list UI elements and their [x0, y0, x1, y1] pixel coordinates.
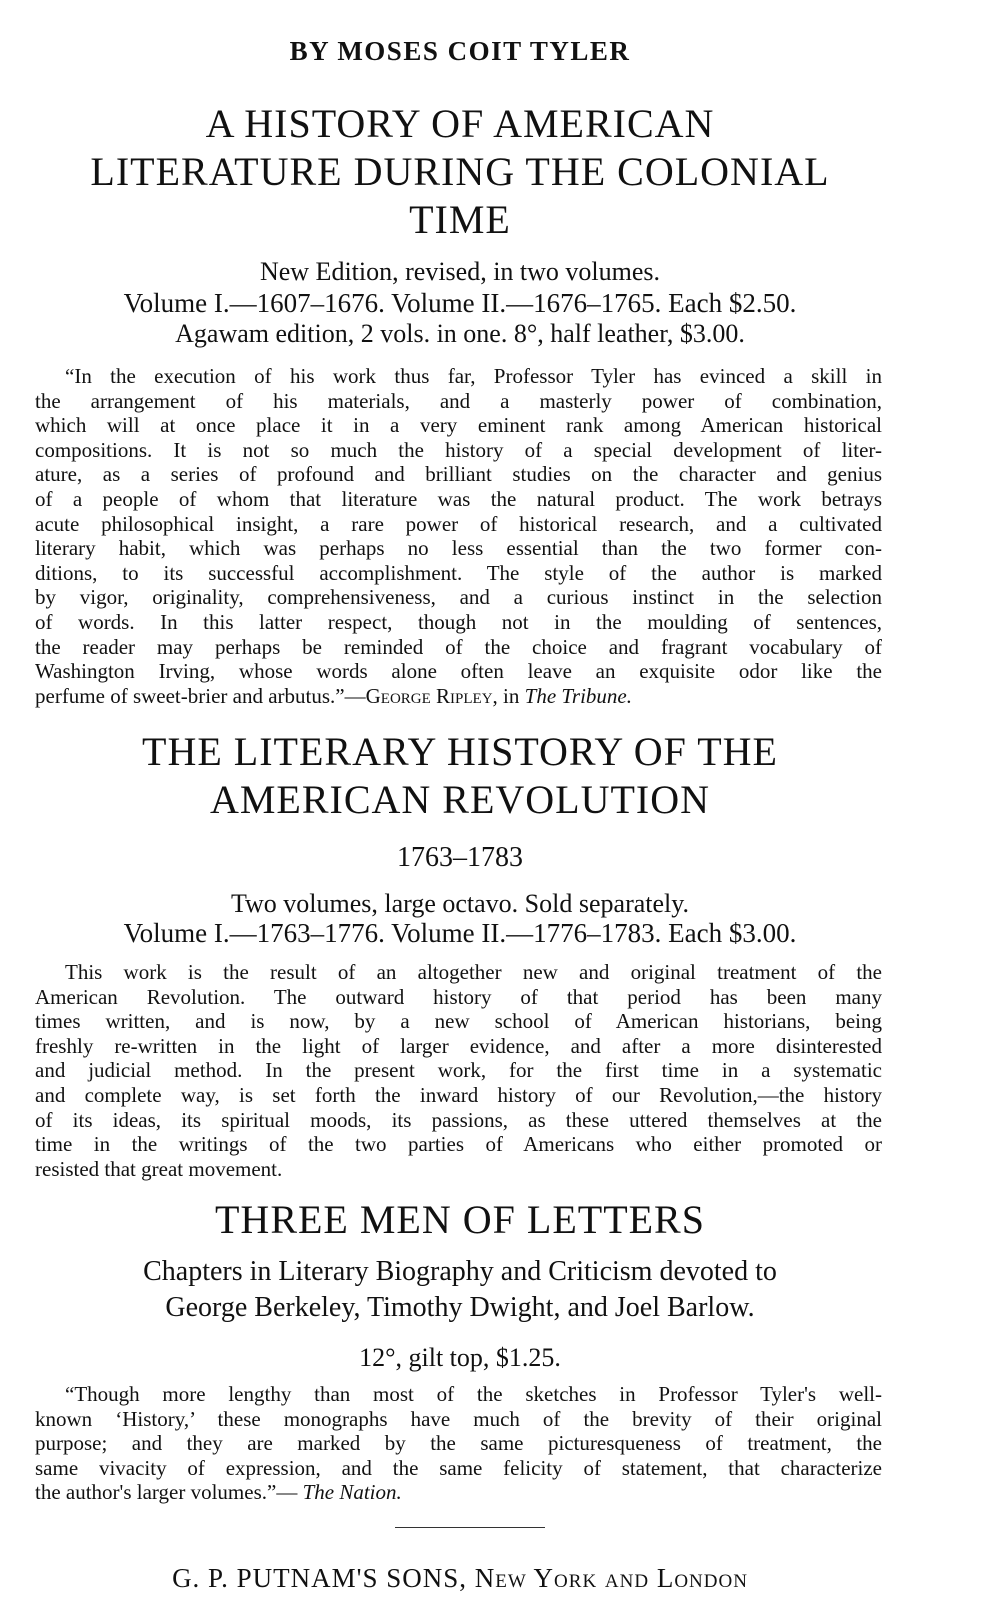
- book3-subtitle-1: Chapters in Literary Biography and Criticism devoted to: [143, 1256, 777, 1287]
- book1-review: [35, 364, 882, 708]
- desc-line: American Revolution. The outward history of that period has been many: [35, 984, 882, 1009]
- desc-line: resisted that great movement.: [35, 1156, 283, 1181]
- review-line: same vivacity of expression, and the same felicity of statement, that characterize: [35, 1455, 882, 1480]
- author-line: BY MOSES COIT TYLER: [289, 36, 631, 66]
- desc-line: times written, and is now, by a new school of American historians, being: [35, 1009, 882, 1034]
- book1-title-3: TIME: [409, 197, 511, 242]
- review-line: purpose; and they are marked by the same picturesqueness of treatment, the: [35, 1431, 882, 1456]
- book3-title: THREE MEN OF LETTERS: [215, 1197, 705, 1242]
- review-line: the reader may perhaps be reminded of the choice and fragrant vocabulary of: [35, 634, 882, 659]
- review-source: George Ripley: [365, 683, 493, 708]
- review-line: which will at once place it in a very eminent rank among American historical: [35, 413, 882, 438]
- desc-line: and judicial method. In the present work, for the first time in a systematic: [35, 1058, 882, 1083]
- desc-line: and complete way, is set forth the inward history of our Revolution,—the history: [35, 1082, 882, 1107]
- review-line: “Though more lengthy than most of the sketches in Professor Tyler's well-: [65, 1382, 882, 1406]
- book2-title-2: AMERICAN REVOLUTION: [209, 777, 711, 822]
- book2-volumes: Volume I.—1763–1776. Volume II.—1776–1783. Each $3.00.: [123, 918, 797, 948]
- publisher: G. P. PUTNAM'S SONS,: [172, 1563, 475, 1593]
- book3-format: 12°, gilt top, $1.25.: [359, 1343, 561, 1372]
- book1-agawam: Agawam edition, 2 vols. in one. 8°, half leather, $3.00.: [175, 319, 745, 348]
- review-line: acute philosophical insight, a rare power of historical research, and a cultivated: [35, 511, 882, 536]
- review-source: The Nation.: [302, 1480, 402, 1505]
- book1-volumes: Volume I.—1607–1676. Volume II.—1676–1765. Each $2.50.: [123, 288, 797, 318]
- publisher-location: New York and London: [474, 1563, 748, 1593]
- review-line: of words. In this latter respect, though not in the moulding of sentences,: [35, 609, 882, 634]
- review-line: literary habit, which was perhaps no less essential than the two former con-: [35, 536, 882, 561]
- review-line: Washington Irving, whose words alone often leave an exquisite odor like the: [35, 659, 882, 684]
- review-line: the author's larger volumes.”—: [35, 1480, 303, 1505]
- book1-title-2: LITERATURE DURING THE COLONIAL: [90, 149, 830, 194]
- book1-title-1: A HISTORY OF AMERICAN: [205, 101, 715, 146]
- book2-years: 1763–1783: [397, 842, 523, 873]
- review-line: by vigor, originality, comprehensiveness, and a curious instinct in the selection: [35, 585, 882, 610]
- review-line: perfume of sweet-brier and arbutus.”—: [35, 683, 366, 708]
- desc-line: This work is the result of an altogether new and original treatment of the: [65, 960, 882, 984]
- desc-line: time in the writings of the two parties of Americans who either promoted or: [35, 1132, 882, 1157]
- desc-line: freshly re-written in the light of larger evidence, and after a more disinterested: [35, 1033, 882, 1058]
- book2-format: Two volumes, large octavo. Sold separately.: [230, 889, 690, 918]
- review-line: ature, as a series of profound and brilliant studies on the character and genius: [35, 462, 882, 487]
- review-in: , in: [492, 683, 525, 708]
- review-line: the arrangement of his materials, and a masterly power of combination,: [35, 388, 882, 413]
- desc-line: of its ideas, its spiritual moods, its passions, as these uttered themselves at the: [35, 1107, 882, 1132]
- publisher-line: [0, 1563, 920, 1594]
- book2-title-1: THE LITERARY HISTORY OF THE: [142, 729, 778, 774]
- review-line: ditions, to its successful accomplishment. The style of the author is marked: [35, 560, 882, 585]
- review-last-line: [35, 684, 882, 709]
- review-paper: The Tribune.: [524, 683, 632, 708]
- book3-review: [35, 1382, 882, 1505]
- review-line: known ‘History,’ these monographs have much of the brevity of their original: [35, 1406, 882, 1431]
- book3-subtitle-2: George Berkeley, Timothy Dwight, and Joel Barlow.: [165, 1292, 755, 1323]
- review-line: of a people of whom that literature was the natural product. The work betrays: [35, 486, 882, 511]
- divider: [395, 1527, 545, 1528]
- review-line: compositions. It is not so much the history of a special development of liter-: [35, 437, 882, 462]
- book1-edition: New Edition, revised, in two volumes.: [259, 257, 661, 286]
- review-last-line: [35, 1480, 882, 1505]
- review-line: “In the execution of his work thus far, Professor Tyler has evinced a skill in: [65, 364, 882, 388]
- book2-description: [35, 960, 882, 1181]
